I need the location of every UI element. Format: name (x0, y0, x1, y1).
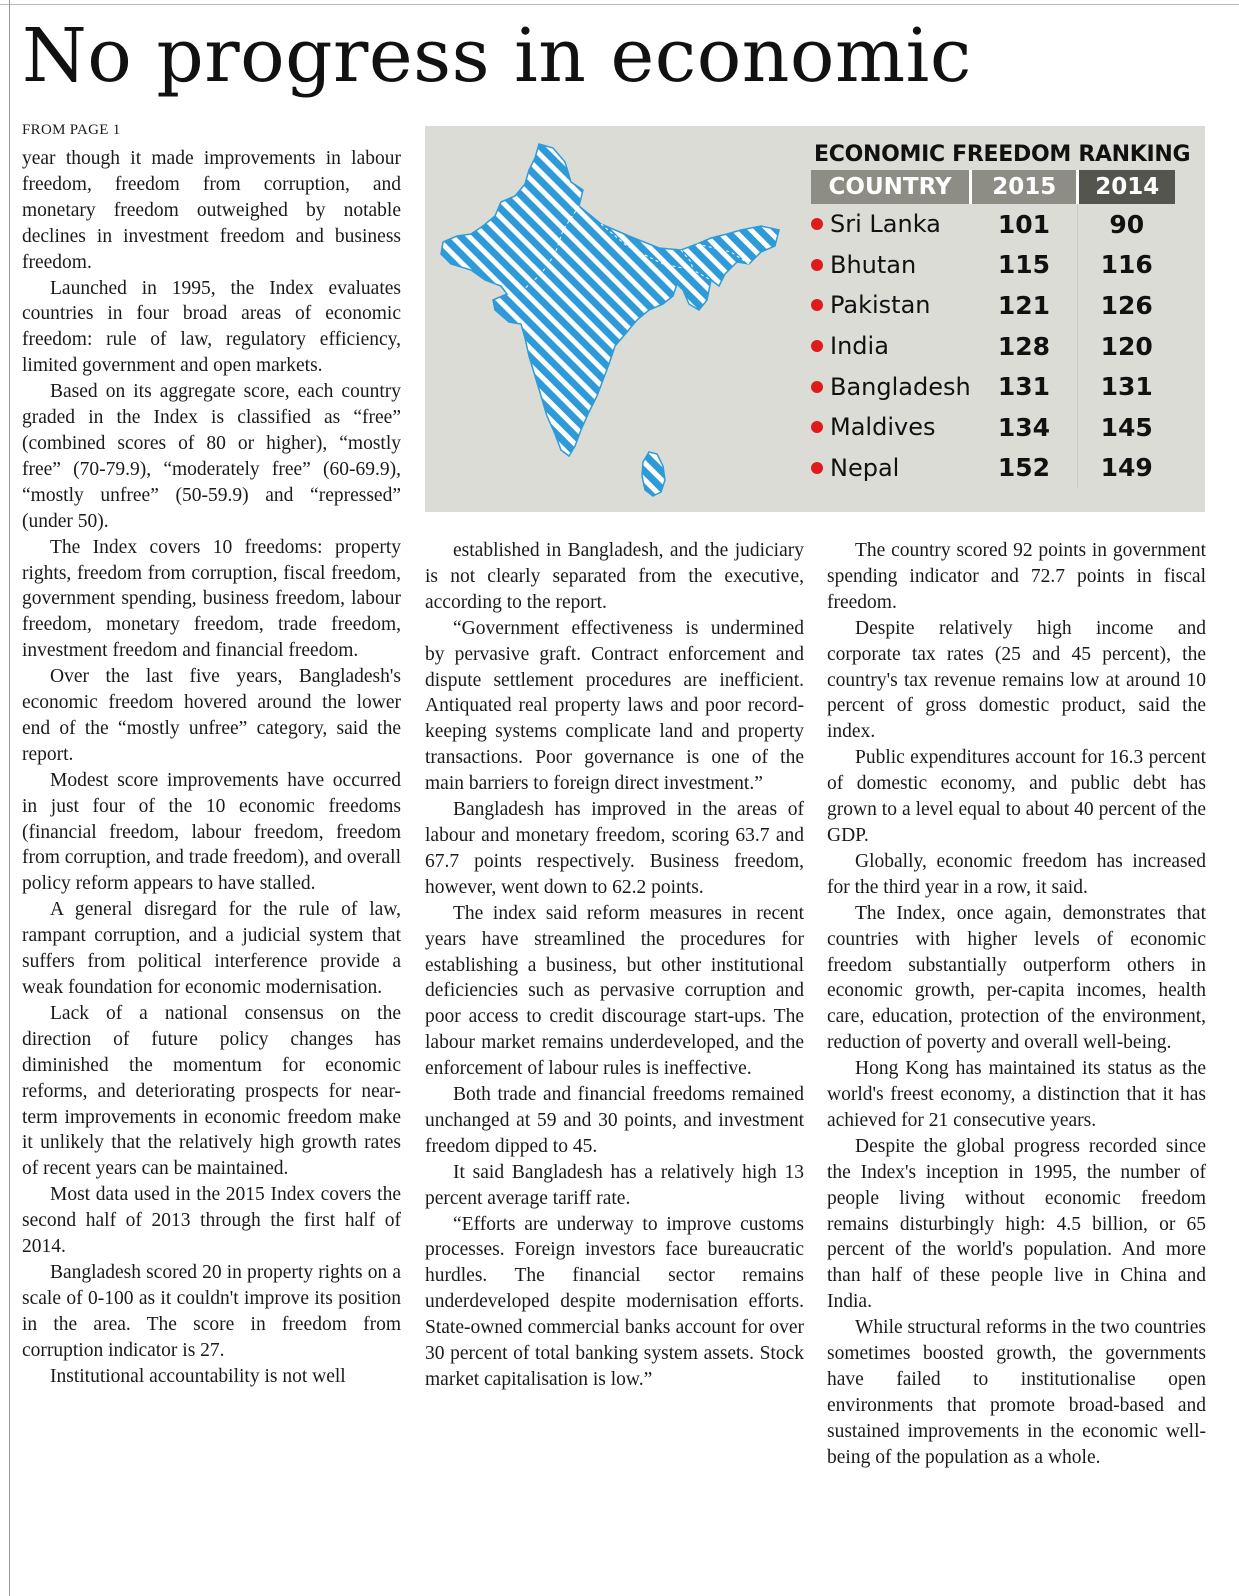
paragraph: The index said reform measures in recent years have streamlined the procedures for establishing a business, but other institutional deficiencies such as pervasive corruption and poor access to credit discourage start-ups. The labour market remains underdeveloped, and the enforcement of labour rules is ineffective. (425, 902, 804, 1080)
ranking-row (811, 448, 1175, 489)
country-name: Pakistan (830, 291, 931, 320)
bullet-icon (811, 462, 823, 474)
rank-2015: 121 (997, 290, 1051, 320)
country-name: Bangladesh (830, 372, 971, 401)
rank-2014: 149 (1078, 448, 1176, 489)
rank-2015: 101 (997, 209, 1051, 239)
header-2015: 2015 (971, 170, 1078, 204)
article-column-3 (827, 538, 1206, 1471)
ranking-title: ECONOMIC FREEDOM RANKING (814, 142, 1191, 167)
rank-2014: 126 (1078, 285, 1176, 326)
ranking-row (811, 407, 1175, 448)
infographic-panel (425, 126, 1205, 512)
rank-2014: 131 (1078, 366, 1176, 407)
header-2014: 2014 (1078, 170, 1176, 204)
paragraph: Despite relatively high income and corporate tax rates (25 and 45 percent), the country's tax revenue remains low at around 10 percent of gross domestic product, said the index. (827, 617, 1206, 743)
paragraph: Bangladesh has improved in the areas of labour and monetary freedom, scoring 63.7 and 67.7 points respectively. Business freedom, however, went down to 62.2 points. (425, 799, 804, 898)
ranking-table-block (811, 142, 1191, 488)
paragraph: Public expenditures account for 16.3 percent of domestic economy, and public debt has grown to a level equal to about 40 percent of the GDP. (827, 747, 1206, 846)
paragraph: year though it made improvements in labour freedom, freedom from corruption, and monetary freedom outweighed by notable declines in investment freedom and business freedom. (22, 148, 401, 273)
rank-2014: 145 (1078, 407, 1176, 448)
country-cell (811, 366, 971, 407)
rank-2014: 90 (1078, 204, 1176, 245)
paragraph: Institutional accountability is not well (50, 1365, 346, 1387)
sri-lanka-shape (642, 452, 665, 496)
country-name: Nepal (830, 453, 900, 482)
paragraph: Globally, economic freedom has increased for the third year in a row, it said. (827, 850, 1206, 898)
paragraph: It said Bangladesh has a relatively high 13 percent average tariff rate. (425, 1161, 804, 1209)
paragraph: Both trade and financial freedoms remained unchanged at 59 and 30 points, and investment freedom dipped to 45. (425, 1084, 804, 1157)
paragraph: Lack of a national consensus on the direction of future policy changes has diminished the momentum for economic reforms, and deteriorating prospects for near-term improvements in economic freedom make it unlikely that the relatively high growth rates of recent years can be maintained. (22, 1002, 401, 1180)
country-name: Sri Lanka (830, 210, 941, 239)
kicker: FROM PAGE 1 (22, 122, 121, 138)
country-name: India (830, 332, 889, 361)
paragraph: established in Bangladesh, and the judiciary is not clearly separated from the executive, according to the report. (425, 540, 804, 613)
bullet-icon (811, 340, 823, 352)
bullet-icon (811, 218, 823, 230)
country-name: Maldives (830, 413, 936, 442)
column-rule (9, 0, 10, 1596)
paragraph: Bangladesh scored 20 in property rights on a scale of 0-100 as it couldn't improve its position in the area. The score in freedom from corruption indicator is 27. (22, 1261, 401, 1361)
paragraph: Modest score improvements have occurred in just four of the 10 economic freedoms (financial freedom, labour freedom, freedom from corruption, and trade freedom), and overall policy reform appears to have stalled. (22, 769, 402, 895)
ranking-row (811, 285, 1175, 326)
south-asia-map (431, 134, 806, 506)
ranking-row (811, 326, 1175, 367)
ranking-row (811, 366, 1175, 407)
rank-2014: 120 (1078, 326, 1176, 367)
article-column-1 (22, 146, 401, 1390)
country-cell (811, 326, 971, 367)
paragraph: The Index, once again, demonstrates that countries with higher levels of economic freedom substantially outperform others in economic growth, per-capita incomes, health care, education, protection of the environment, reduction of poverty and overall well-being. (827, 902, 1206, 1054)
paragraph: Based on its aggregate score, each country graded in the Index is classified as “free” (combined scores of 80 or higher), “mostly free” (70-79.9), “moderately free” (60-69.9), “mostly unfree” (50-59.9) and “repressed” (under 50). (22, 381, 401, 532)
ranking-table (811, 170, 1175, 488)
subcontinent-shape (441, 144, 779, 456)
article-column-2 (425, 538, 804, 1393)
paragraph: Launched in 1995, the Index evaluates countries in four broad areas of economic freedom: rule of law, regulatory efficiency, limited government and open markets. (22, 277, 401, 377)
country-name: Bhutan (830, 250, 917, 279)
paragraph: “Government effectiveness is undermined by pervasive graft. Contract enforcement and dispute settlement procedures are inefficient. Antiquated real property laws and poor record-keeping systems complicate land and property transactions. Poor governance is one of the main barriers to foreign direct investment.” (425, 617, 804, 795)
paragraph: The country scored 92 points in government spending indicator and 72.7 points in fiscal freedom. (827, 540, 1206, 613)
headline: No progress in economic (22, 13, 972, 99)
paragraph: Despite the global progress recorded since the Index's inception in 1995, the number of people living without economic freedom remains disturbingly high: 4.5 billion, or 65 percent of the world's population. And more than half of these people live in China and India. (827, 1135, 1206, 1313)
bullet-icon (811, 259, 823, 271)
bullet-icon (811, 299, 823, 311)
paragraph: Over the last five years, Bangladesh's economic freedom hovered around the lower end of the “mostly unfree” category, said the report. (22, 666, 401, 765)
rank-2015: 128 (997, 331, 1051, 361)
paragraph: “Efforts are underway to improve customs processes. Foreign investors face bureaucratic hurdles. The financial sector remains underdeveloped despite modernisation efforts. State-owned commercial banks account for over 30 percent of total banking system assets. Stock market capitalisation is low.” (425, 1213, 804, 1390)
ranking-rows (811, 204, 1175, 488)
header-country: COUNTRY (811, 170, 971, 204)
paragraph: A general disregard for the rule of law, rampant corruption, and a judicial system that suffers from political interference provide a weak foundation for economic modernisation. (22, 899, 401, 998)
rank-2015: 131 (997, 372, 1051, 402)
bullet-icon (811, 421, 823, 433)
paragraph: Most data used in the 2015 Index covers the second half of 2013 through the first half of 2014. (22, 1184, 401, 1258)
rank-2015: 134 (997, 412, 1051, 442)
paragraph: Hong Kong has maintained its status as the world's freest economy, a distinction that it has achieved for 21 consecutive years. (827, 1058, 1206, 1131)
country-cell (811, 407, 971, 448)
ranking-row (811, 204, 1175, 245)
bullet-icon (811, 381, 823, 393)
top-rule (0, 4, 1239, 5)
country-cell (811, 204, 971, 245)
rank-2014: 116 (1078, 245, 1176, 286)
country-cell (811, 285, 971, 326)
paragraph: The Index covers 10 freedoms: property rights, freedom from corruption, fiscal freedom, government spending, business freedom, labour freedom, monetary freedom, trade freedom, investment freedom and financial freedom. (22, 536, 401, 662)
rank-2015: 152 (997, 453, 1051, 483)
country-cell (811, 245, 971, 286)
rank-2015: 115 (997, 250, 1051, 280)
ranking-row (811, 245, 1175, 286)
country-cell (811, 448, 971, 489)
paragraph: While structural reforms in the two countries sometimes boosted growth, the governments have failed to institutionalise open environments that promote broad-based and sustained improvements in the economic well-being of the population as a whole. (827, 1317, 1206, 1468)
